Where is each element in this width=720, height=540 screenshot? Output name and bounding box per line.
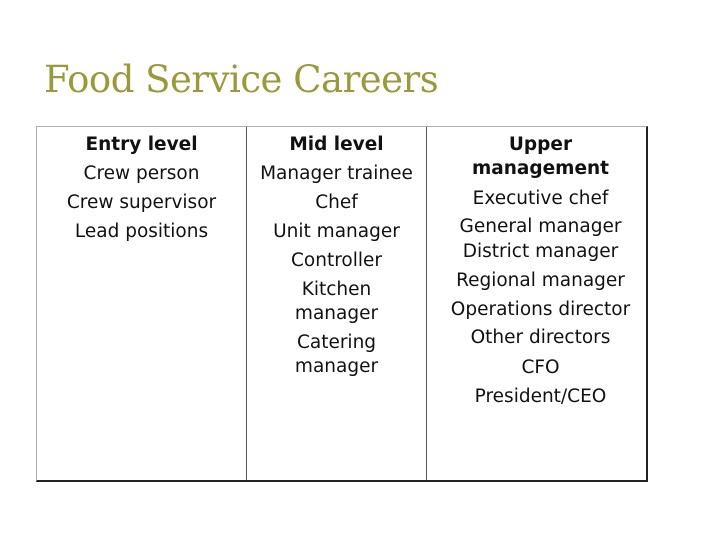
upper-management-column — [427, 127, 646, 480]
list-item: Other directors — [470, 327, 611, 348]
slide-title: Food Service Careers — [44, 58, 439, 101]
list-item: Lead positions — [74, 221, 209, 242]
list-item: Crew person — [83, 163, 200, 184]
mid-level-heading: Mid level — [289, 134, 384, 155]
list-item: Controller — [290, 250, 382, 271]
entry-level-heading: Entry level — [85, 134, 198, 155]
list-item: District manager — [462, 241, 619, 262]
career-table — [36, 126, 648, 482]
list-item: Kitchen manager — [294, 279, 379, 324]
list-item: Chef — [315, 192, 358, 213]
list-item: President/CEO — [474, 386, 607, 407]
list-item: Crew supervisor — [66, 192, 217, 213]
list-item: Regional manager — [456, 270, 625, 291]
list-item: Catering manager — [294, 332, 379, 377]
list-item: General manager — [459, 216, 622, 237]
list-item: Operations director — [450, 299, 631, 320]
list-item: CFO — [521, 357, 560, 378]
list-item: Manager trainee — [260, 163, 413, 184]
list-item: Executive chef — [472, 188, 609, 209]
entry-level-column — [37, 127, 247, 480]
list-item: Unit manager — [273, 221, 400, 242]
mid-level-column — [247, 127, 427, 480]
upper-management-heading: Upper management — [471, 134, 610, 179]
